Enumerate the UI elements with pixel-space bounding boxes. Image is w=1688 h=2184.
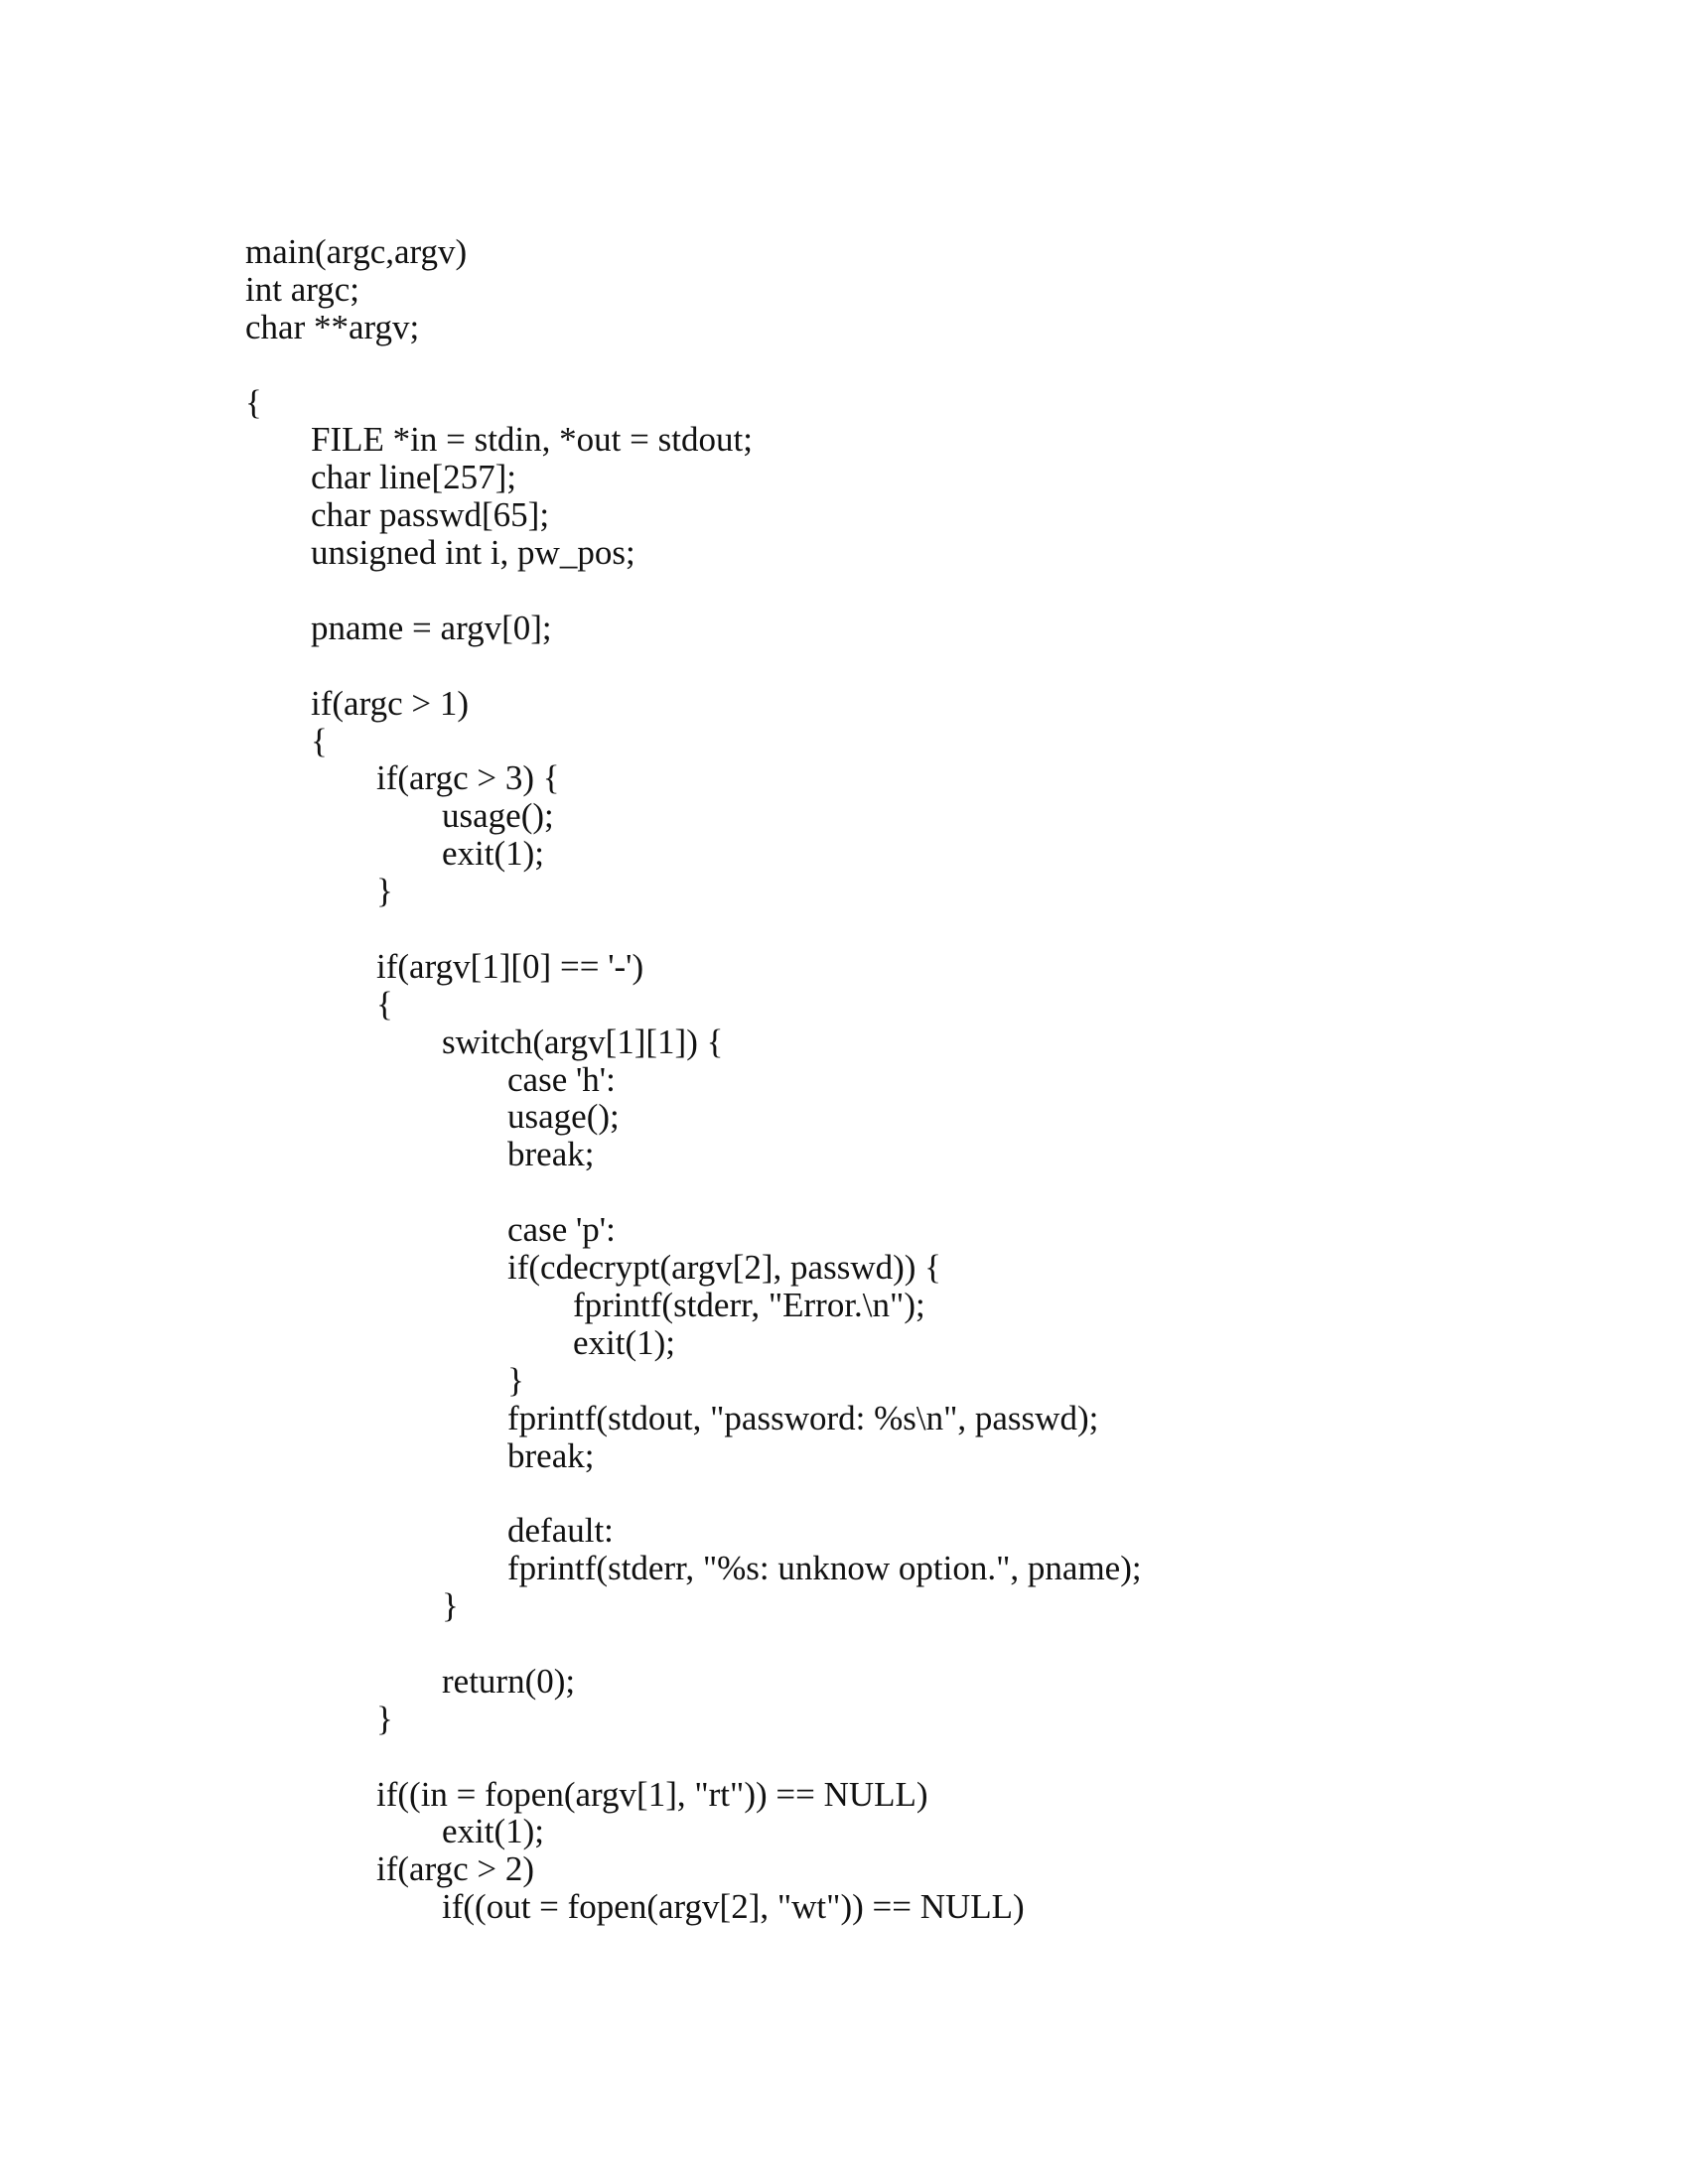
blank-line [245, 572, 1536, 610]
code-line: return(0); [442, 1661, 576, 1701]
code-line: int argc; [245, 269, 360, 309]
code-line: exit(1); [442, 834, 545, 874]
code-line: usage(); [507, 1097, 620, 1137]
code-line: { [245, 382, 262, 422]
code-line: if((in = fopen(argv[1], "rt")) == NULL) [376, 1774, 928, 1814]
code-line: { [311, 721, 328, 760]
blank-line [245, 1738, 1536, 1776]
code-line: fprintf(stdout, "password: %s\n", passwd); [507, 1398, 1099, 1437]
code-line: exit(1); [442, 1812, 545, 1851]
code-line: { [376, 984, 393, 1024]
code-line: unsigned int i, pw_pos; [311, 533, 635, 573]
code-line: exit(1); [573, 1322, 676, 1362]
code-line: default: [507, 1511, 614, 1551]
code-line: fprintf(stderr, "%s: unknow option.", pname); [507, 1549, 1142, 1588]
code-line: main(argc,argv) [245, 232, 468, 271]
code-line: break; [507, 1135, 595, 1174]
code-listing [245, 233, 1536, 1926]
code-line: } [507, 1360, 524, 1400]
blank-line [245, 910, 1536, 948]
code-line: char passwd[65]; [311, 495, 550, 535]
code-line: fprintf(stderr, "Error.\n"); [573, 1285, 925, 1324]
code-line: if(argv[1][0] == '-') [376, 946, 644, 986]
code-line: if(cdecrypt(argv[2], passwd)) { [507, 1248, 941, 1288]
blank-line [245, 1173, 1536, 1211]
code-line: } [376, 872, 393, 911]
code-line: switch(argv[1][1]) { [442, 1022, 724, 1061]
blank-line [245, 647, 1536, 685]
code-line: if(argc > 1) [311, 683, 470, 723]
code-line: pname = argv[0]; [311, 608, 552, 647]
code-line: if(argc > 2) [376, 1849, 535, 1889]
code-line: if((out = fopen(argv[2], "wt")) == NULL) [442, 1887, 1025, 1927]
code-line: if(argc > 3) { [376, 758, 560, 798]
code-line: case 'p': [507, 1210, 616, 1250]
code-line: char **argv; [245, 307, 420, 346]
code-line: char line[257]; [311, 458, 516, 497]
blank-line [245, 1625, 1536, 1663]
blank-line [245, 1474, 1536, 1512]
code-line: break; [507, 1435, 595, 1475]
code-line: usage(); [442, 796, 554, 836]
code-line: case 'h': [507, 1059, 616, 1099]
blank-line [245, 346, 1536, 384]
code-line: } [442, 1586, 459, 1626]
code-line: } [376, 1699, 393, 1738]
code-line: FILE *in = stdin, *out = stdout; [311, 420, 753, 460]
